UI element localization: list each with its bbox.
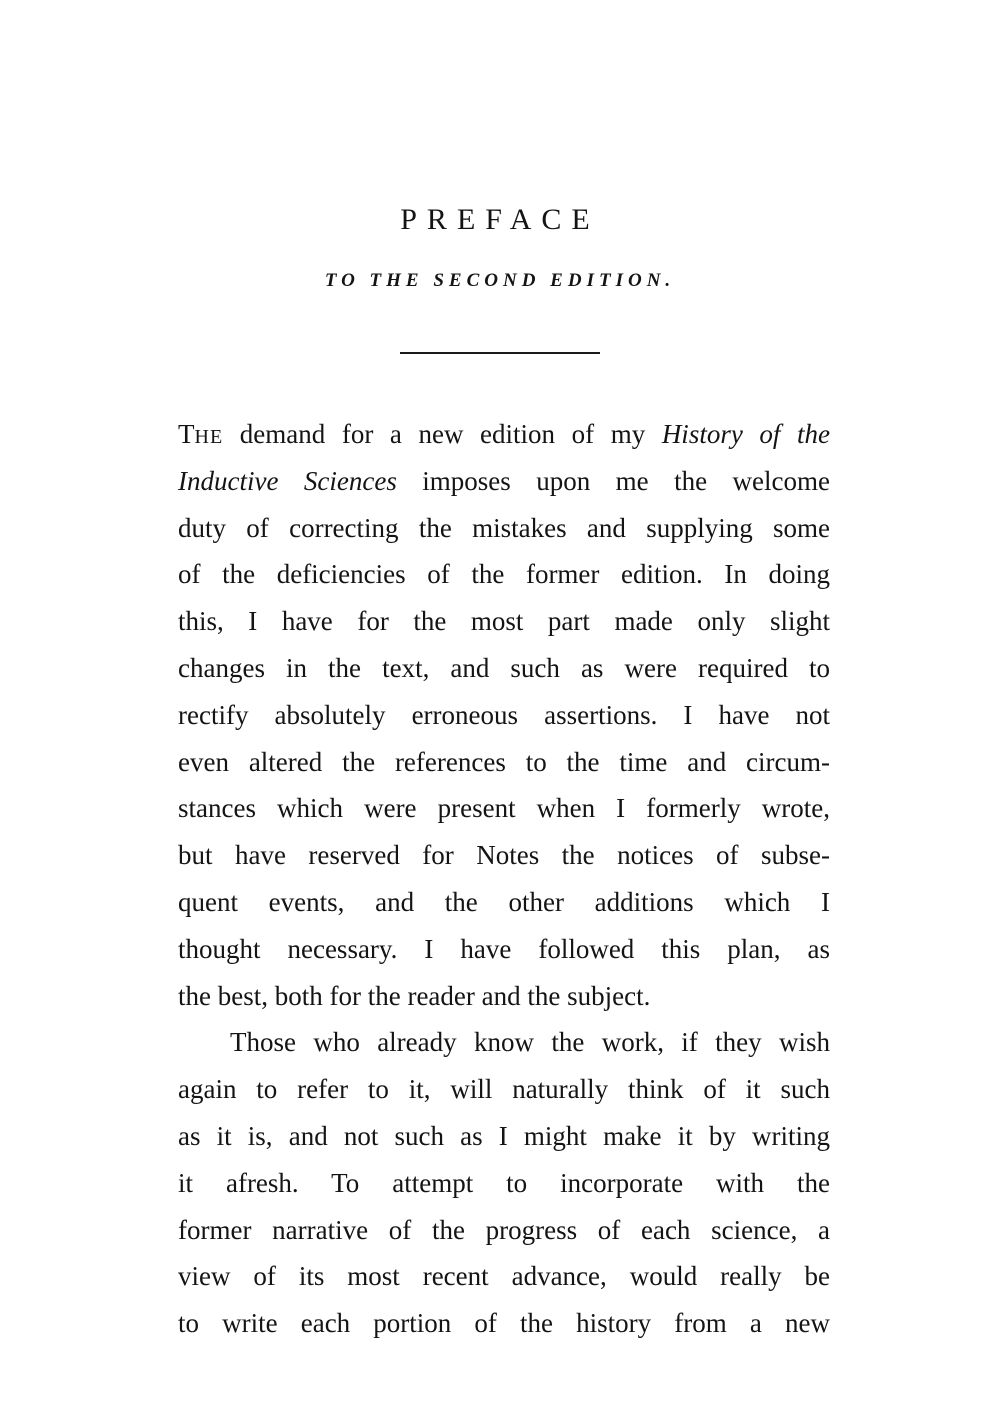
text-line: as it is, and not such as I might make it by writing (178, 1120, 830, 1151)
text-line: former narrative of the progress of each science, a (178, 1214, 830, 1245)
page-subtitle: TO THE SECOND EDITION. (324, 270, 676, 291)
paragraph-1 (178, 411, 830, 1019)
text-line: of the deficiencies of the former edition. In doing (178, 559, 830, 590)
text-line: Those who already know the work, if they wish (230, 1027, 830, 1058)
text-line: changes in the text, and such as were required to (178, 652, 830, 683)
text-line: it afresh. To attempt to incorporate with the (178, 1167, 830, 1198)
paragraph-2 (178, 1019, 830, 1347)
text-line: view of its most recent advance, would really be (178, 1261, 830, 1292)
text-line: rectify absolutely erroneous assertions. I have not (178, 699, 830, 730)
book-title-italic: Inductive Sciences (178, 465, 397, 496)
drop-cap-first: T (178, 419, 195, 449)
text-run: imposes upon me the welcome (396, 465, 830, 496)
text-line: duty of correcting the mistakes and supplying some (178, 512, 830, 543)
text-line: thought necessary. I have followed this plan, as (178, 933, 830, 964)
text-line: again to refer to it, will naturally think of it such (178, 1074, 830, 1105)
text-line: even altered the references to the time and circum- (178, 746, 830, 777)
preface-body (178, 411, 830, 1347)
page-title: PREFACE (400, 203, 600, 236)
text-line: quent events, and the other additions which I (178, 886, 830, 917)
text-line: but have reserved for Notes the notices of subse- (178, 840, 830, 871)
drop-cap-rest: HE (194, 426, 224, 448)
text-run: demand for a new edition of my (223, 419, 662, 449)
title-divider (400, 352, 600, 354)
text-line (178, 411, 830, 458)
text-line: stances which were present when I formerly wrote, (178, 793, 830, 824)
text-line (178, 458, 830, 505)
book-title-italic: History of the (661, 419, 830, 449)
text-line: to write each portion of the history from a new (178, 1308, 830, 1339)
text-line: this, I have for the most part made only slight (178, 606, 830, 637)
text-line: the best, both for the reader and the subject. (178, 980, 651, 1011)
